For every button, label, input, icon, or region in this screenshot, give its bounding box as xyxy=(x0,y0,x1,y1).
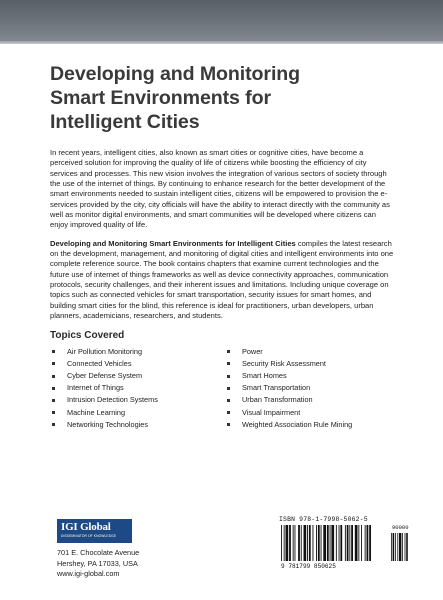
topic-item: Intrusion Detection Systems xyxy=(50,394,225,406)
top-color-band xyxy=(0,0,443,44)
book-title: Developing and Monitoring Smart Environments for Intelligent Cities xyxy=(50,63,301,133)
topic-item: Air Pollution Monitoring xyxy=(50,346,225,358)
description-bold-title: Developing and Monitoring Smart Environments for Intelligent Cities xyxy=(50,238,296,248)
topic-item: Connected Vehicles xyxy=(50,358,225,370)
topic-item: Power xyxy=(225,346,395,358)
topic-item: Machine Learning xyxy=(50,407,225,419)
publisher-website: www.igi-global.com xyxy=(57,569,120,579)
publisher-block xyxy=(57,519,139,580)
publisher-logo xyxy=(57,519,132,543)
topics-heading: Topics Covered xyxy=(50,329,125,341)
description-paragraph xyxy=(50,239,395,322)
topic-item: Internet of Things xyxy=(50,382,225,394)
topic-item: Weighted Association Rule Mining xyxy=(225,419,395,431)
topic-item: Urban Transformation xyxy=(225,394,395,406)
logo-brand-text: IGI Global xyxy=(61,521,111,533)
topic-item: Visual Impairment xyxy=(225,407,395,419)
topic-item: Smart Homes xyxy=(225,370,395,382)
topic-item: Security Risk Assessment xyxy=(225,358,395,370)
topics-right-column xyxy=(225,346,395,431)
topics-left-column xyxy=(50,346,225,431)
description-text: compiles the latest research on the development, management, and monitoring of digital cities and intelligent environments into one complete reference source. The book contains chapters that examine current technologies and the future use of internet of things frameworks as well as device connectivity approaches, communication protocols, security challenges, and their inherent issues and limitations. Including unique coverage on topics such as connected vehicles for smart transportation, security issues for smart homes, and building smart cities for the blind, this reference is ideal for practitioners, urban developers, urban planners, academicians, researchers, and students. xyxy=(50,238,394,321)
isbn-label: ISBN 978-1-7998-5062-5 xyxy=(279,516,368,523)
barcode-digits: 9 781799 850625 xyxy=(281,563,336,570)
topic-item: Cyber Defense System xyxy=(50,370,225,382)
publisher-address-line2: Hershey, PA 17033, USA xyxy=(57,558,138,568)
topic-item: Smart Transportation xyxy=(225,382,395,394)
intro-paragraph: In recent years, intelligent cities, also known as smart cities or cognitive cities, have become a perceived solution for improving the quality of life of citizens while boosting the efficiency of city services and processes. This new vision involves the integration of various sectors of society through the use of the internet of things. By continuing to enhance research for the better development of the smart environments needed to sustain intelligent cities, citizens will be empowered to provision the e-services provided by the city, city officials will have the ability to interact directly with the community as well as monitor digital environments, and smart communities will be developed where citizens can enjoy improved quality of life. xyxy=(50,148,390,230)
logo-tagline: DISSEMINATOR OF KNOWLEDGE xyxy=(61,534,117,538)
topic-item: Networking Technologies xyxy=(50,419,225,431)
barcode-addon-digits: 90000 xyxy=(392,524,409,531)
back-cover-content xyxy=(50,62,395,431)
isbn-barcode xyxy=(279,516,414,570)
publisher-address-line1: 701 E. Chocolate Avenue xyxy=(57,548,140,557)
topics-list xyxy=(50,346,395,431)
